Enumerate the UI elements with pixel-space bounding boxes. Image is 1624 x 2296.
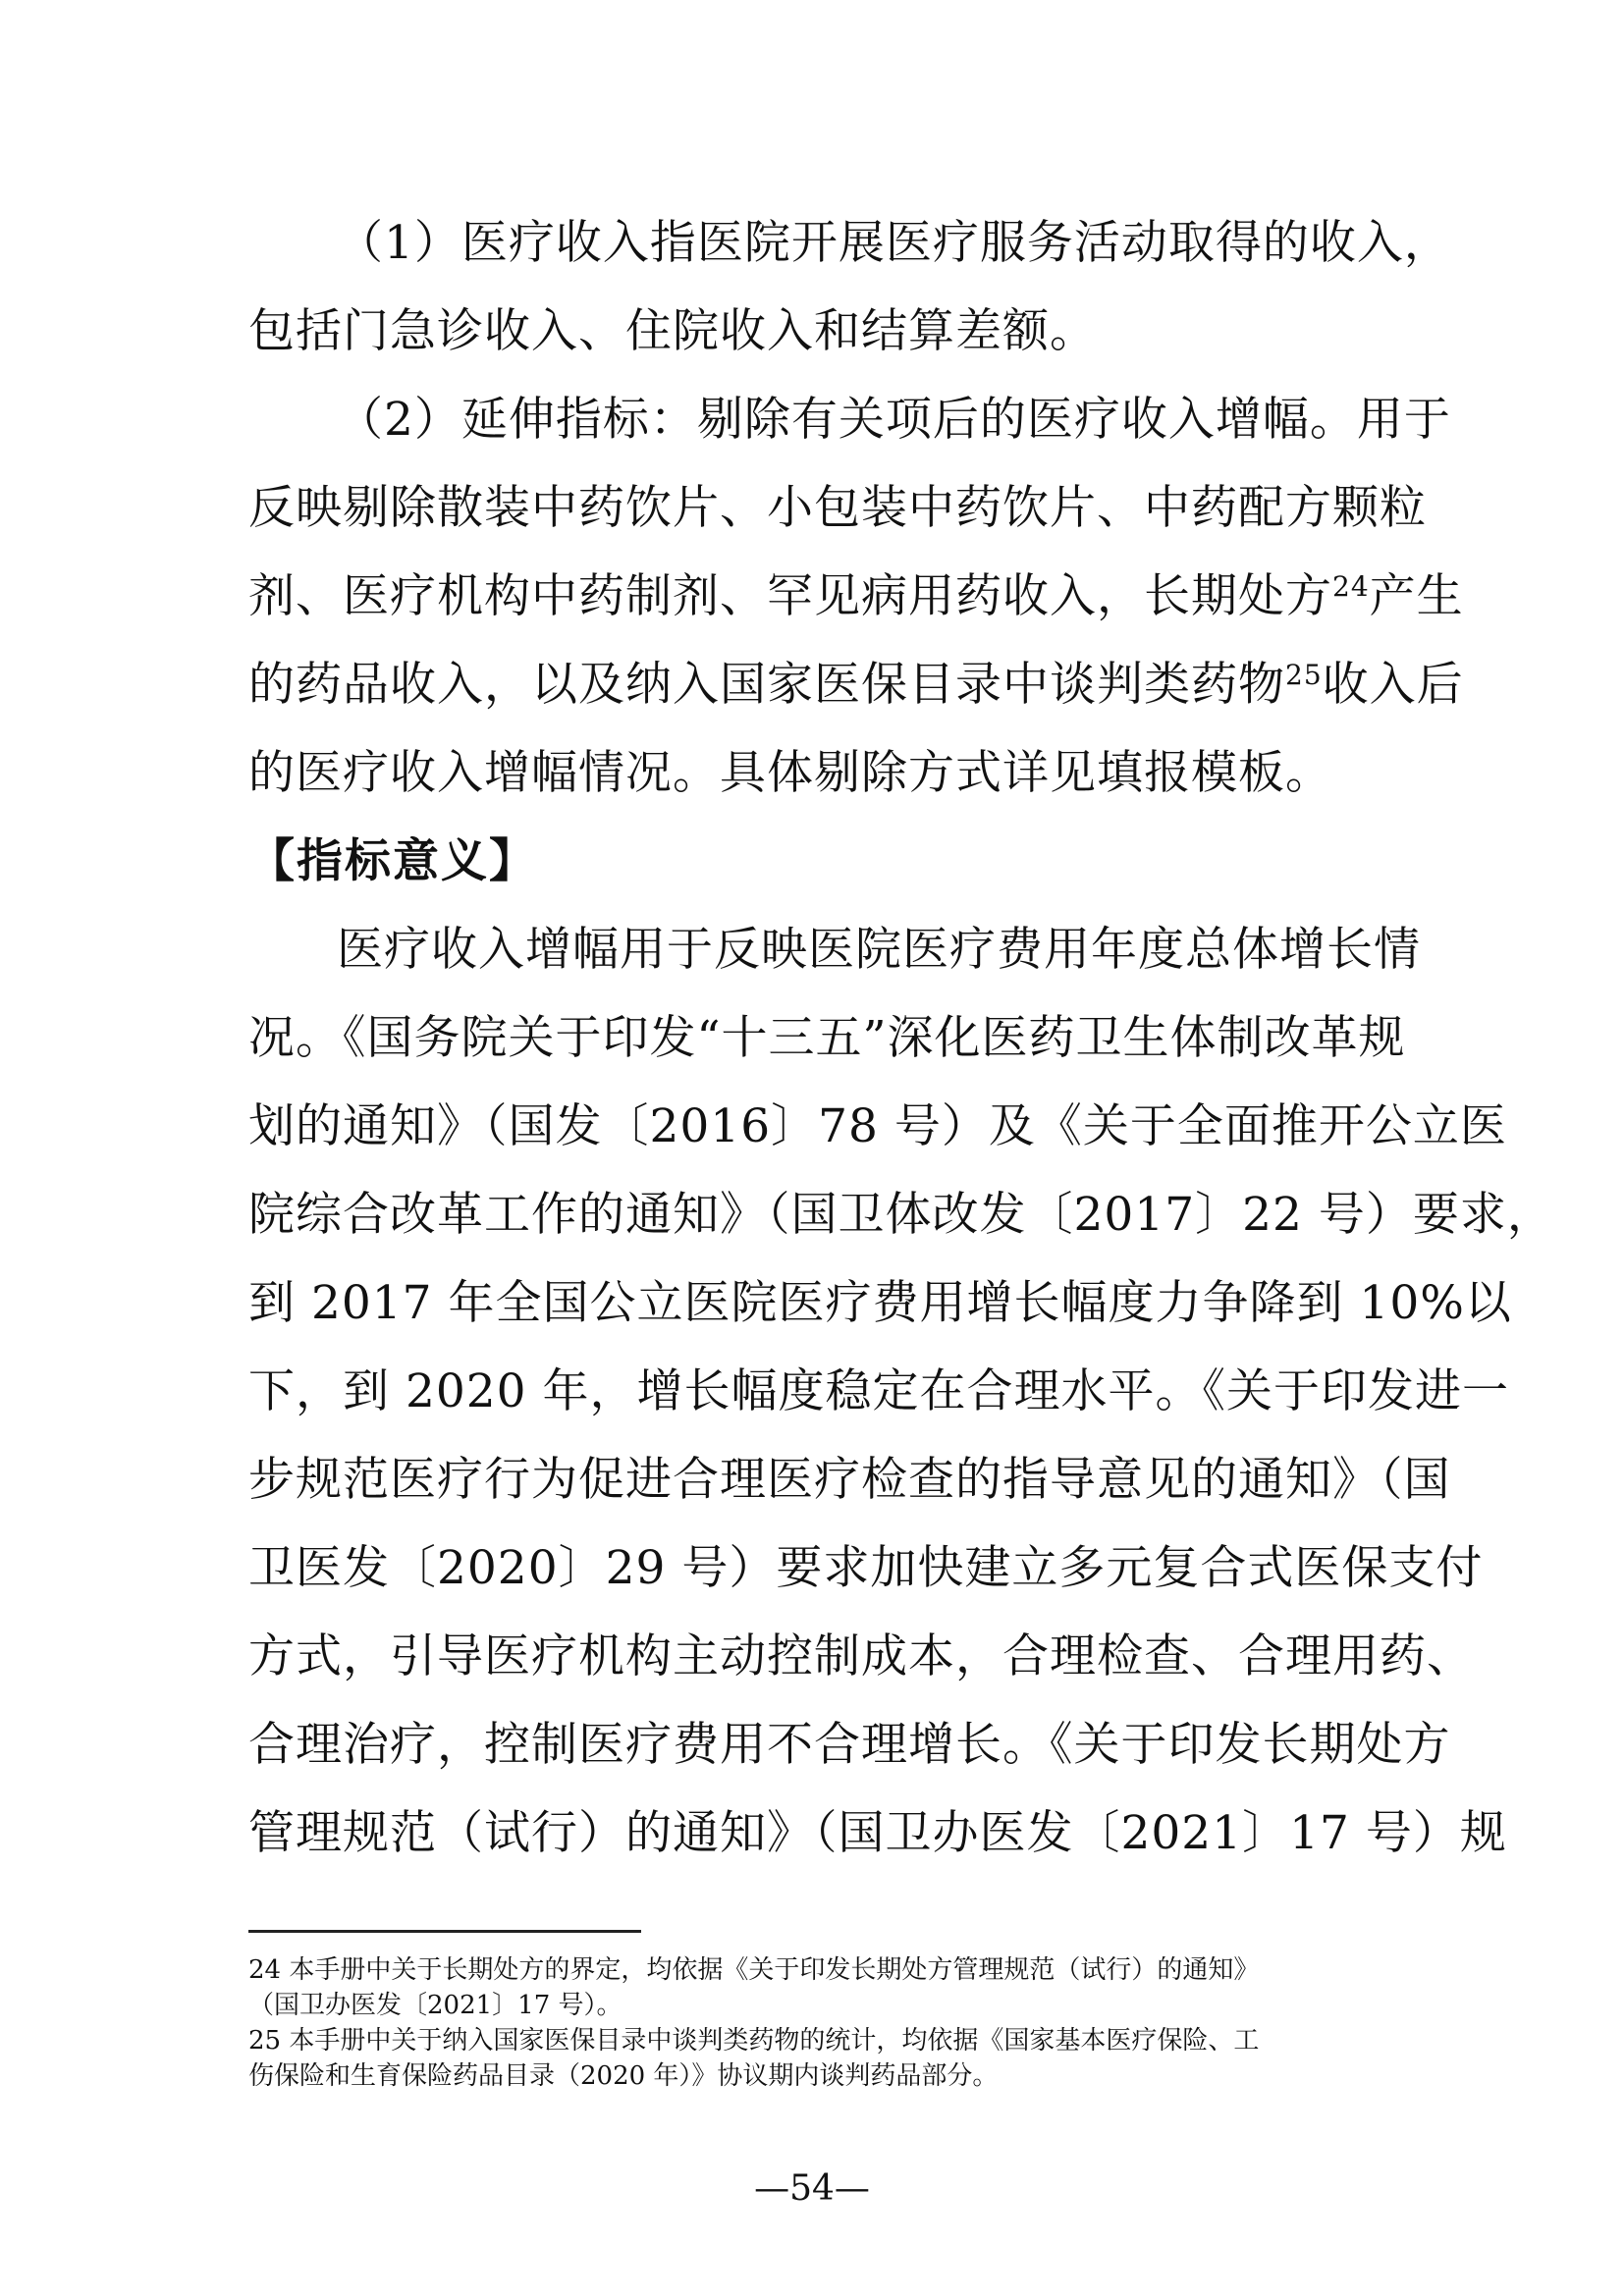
footnote-25: 25 本手册中关于纳入国家医保目录中谈判类药物的统计，均依据《国家基本医疗保险、工 <box>248 2026 1260 2056</box>
footnote-24-cont: （国卫办医发〔2021〕17 号）。 <box>248 1991 623 2020</box>
paragraph-extension-indicator-line5: 的医疗收入增幅情况。具体剔除方式详见填报模板。 <box>248 746 1332 800</box>
paragraph-significance-line4: 院综合改革工作的通知》（国卫体改发〔2017〕22 号）要求， <box>248 1188 1554 1242</box>
footnote-divider <box>248 1930 641 1933</box>
paragraph-extension-indicator-line2: 反映剔除散装中药饮片、小包装中药饮片、中药配方颗粒 <box>248 481 1427 535</box>
footnote-ref-24[interactable]: 24 <box>1332 570 1370 603</box>
paragraph-extension-indicator: （2）延伸指标：剔除有关项后的医疗收入增幅。用于 <box>337 393 1451 447</box>
paragraph-extension-indicator-line4: 的药品收入，以及纳入国家医保目录中谈判类药物$^{25}$收入后 <box>248 658 1464 712</box>
page-number: —54— <box>754 2168 870 2209</box>
paragraph-medical-income-definition-cont: 包括门急诊收入、住院收入和结算差额。 <box>248 304 1097 358</box>
paragraph-extension-indicator-line3: 剂、医疗机构中药制剂、罕见病用药收入，长期处方$^{24}$产生 <box>248 569 1464 623</box>
paragraph-significance-line7: 步规范医疗行为促进合理医疗检查的指导意见的通知》（国 <box>248 1453 1451 1507</box>
paragraph-significance-line2: 况。《国务院关于印发“十三五”深化医药卫生体制改革规 <box>248 1011 1406 1065</box>
paragraph-medical-income-definition: （1）医疗收入指医院开展医疗服务活动取得的收入， <box>337 216 1451 270</box>
footnote-ref-25[interactable]: 25 <box>1285 659 1323 691</box>
paragraph-significance-line3: 划的通知》（国发〔2016〕78 号）及《关于全面推开公立医 <box>248 1099 1507 1153</box>
paragraph-significance: 医疗收入增幅用于反映医院医疗费用年度总体增长情 <box>337 923 1421 977</box>
footnote-24: 24 本手册中关于长期处方的界定，均依据《关于印发长期处方管理规范（试行）的通知》 <box>248 1955 1260 1985</box>
paragraph-significance-line9: 方式，引导医疗机构主动控制成本，合理检查、合理用药、 <box>248 1629 1474 1683</box>
paragraph-significance-line10: 合理治疗，控制医疗费用不合理增长。《关于印发长期处方 <box>248 1718 1451 1772</box>
paragraph-significance-line6: 下，到 2020 年，增长幅度稳定在合理水平。《关于印发进一 <box>248 1364 1509 1418</box>
paragraph-significance-line8: 卫医发〔2020〕29 号）要求加快建立多元复合式医保支付 <box>248 1541 1484 1595</box>
paragraph-significance-line5: 到 2017 年全国公立医院医疗费用增长幅度力争降到 10%以 <box>248 1276 1512 1330</box>
paragraph-significance-line11: 管理规范（试行）的通知》（国卫办医发〔2021〕17 号）规 <box>248 1806 1507 1860</box>
footnote-25-cont: 伤保险和生育保险药品目录（2020 年）》协议期内谈判药品部分。 <box>248 2061 999 2091</box>
section-heading-indicator-significance: 【指标意义】 <box>248 834 537 888</box>
